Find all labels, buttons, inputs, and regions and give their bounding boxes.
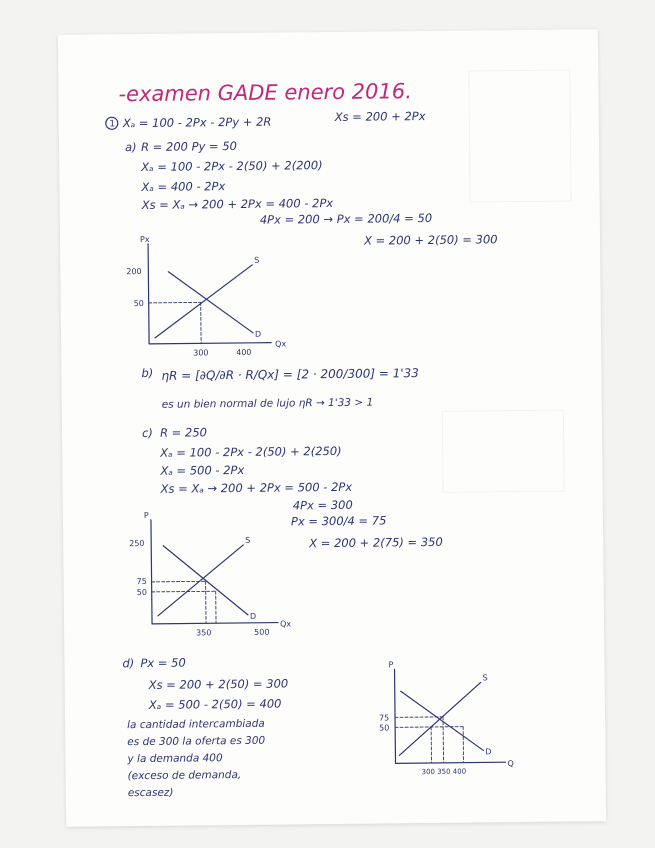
demand-line — [401, 690, 484, 751]
graph-part-a — [120, 233, 287, 360]
part-c-line: X = 200 + 2(75) = 350 — [309, 534, 443, 551]
price-guide — [395, 717, 443, 718]
part-a-line: X = 200 + 2(50) = 300 — [363, 232, 498, 248]
part-c-line: Px = 300/4 = 75 — [290, 513, 387, 529]
x-axis — [396, 762, 506, 763]
x-tick-label: 500 — [254, 627, 270, 637]
elasticity-formula: ηR = [∂Q/∂R · R/Qx] = [2 · 200/300] = 1'33 — [161, 366, 419, 383]
part-d-note-line: la cantidad intercambiada — [127, 717, 265, 732]
supply-line — [157, 545, 244, 616]
part-b-label: b) — [141, 365, 154, 380]
part-a-line: 4Px = 200 → Px = 200/4 = 50 — [259, 210, 433, 227]
x-axis-label: Q — [507, 759, 514, 769]
x-tick-label: 350 — [196, 628, 212, 638]
ceiling-price-guide — [395, 727, 463, 728]
part-a-line: Xₐ = 400 - 2Px — [141, 179, 226, 194]
bleed-through-shadow — [442, 410, 565, 493]
part-c-line: Xₐ = 100 - 2Px - 2(50) + 2(250) — [160, 443, 342, 460]
part-d-line: Xₐ = 500 - 2(50) = 400 — [148, 696, 282, 712]
demand-equation: Xₐ = 100 - 2Px - 2Py + 2R — [122, 114, 272, 131]
part-d-note-line: es de 300 la oferta es 300 — [127, 734, 266, 749]
x-axis — [152, 623, 278, 624]
x-tick-label: 300 350 400 — [421, 767, 467, 777]
graph-part-d — [364, 662, 515, 784]
demand-line — [163, 545, 248, 616]
demand-label: D — [254, 329, 262, 339]
part-a-line: Xₐ = 100 - 2Px - 2(50) + 2(200) — [141, 158, 323, 174]
graph-part-c — [119, 510, 290, 642]
part-c-line: Xs = Xₐ → 200 + 2Px = 500 - 2Px — [160, 479, 353, 496]
part-c-line: 4Px = 300 — [292, 497, 353, 513]
page-title: -examen GADE enero 2016. — [118, 79, 412, 107]
part-c-label: c) — [141, 425, 153, 440]
x-axis-label: Qx — [280, 619, 292, 629]
demand-label: D — [249, 611, 257, 621]
part-d-line: Xs = 200 + 2(50) = 300 — [148, 676, 289, 692]
part-d-note-line: y la demanda 400 — [127, 752, 223, 766]
x-axis — [149, 343, 271, 344]
y-tick-label: 50 — [136, 587, 147, 598]
part-a-label: a) — [124, 140, 137, 155]
y-axis-label: Px — [139, 234, 150, 244]
part-d-note-line: escasez) — [127, 786, 174, 800]
bleed-through-shadow — [468, 69, 571, 202]
price-guide — [149, 302, 201, 303]
part-a-line: Xs = Xₐ → 200 + 2Px = 400 - 2Px — [141, 195, 334, 212]
part-d-note-line: (exceso de demanda, — [127, 768, 242, 783]
question-number: 1 — [109, 119, 116, 130]
handwritten-page — [58, 29, 606, 827]
y-axis — [151, 520, 152, 624]
x-tick-label: 400 — [236, 347, 252, 357]
price-guide — [152, 581, 206, 582]
y-axis — [395, 669, 396, 763]
y-tick-label: 75 — [136, 576, 147, 587]
y-axis-label: P — [388, 660, 394, 670]
question-number-circle — [105, 116, 121, 132]
part-d-label: d) — [122, 656, 135, 671]
part-c-line: R = 250 — [159, 425, 208, 440]
y-tick-label: 75 — [378, 713, 390, 723]
y-axis-label: P — [143, 510, 149, 520]
y-tick-label: 50 — [133, 298, 144, 309]
y-tick-label: 50 — [379, 723, 390, 733]
part-c-line: Xₐ = 500 - 2Px — [160, 462, 245, 478]
supply-line — [154, 265, 253, 338]
y-tick-label: 200 — [126, 266, 142, 277]
demand-label: D — [485, 747, 492, 757]
supply-label: S — [254, 255, 260, 265]
part-d-line: Px = 50 — [140, 655, 186, 671]
x-axis-label: Qx — [275, 339, 287, 349]
y-axis — [148, 244, 149, 344]
y-tick-label: 250 — [129, 538, 145, 549]
supply-label: S — [245, 535, 251, 545]
part-a-line: R = 200 Py = 50 — [140, 138, 237, 154]
elasticity-conclusion: es un bien normal de lujo ηR → 1'33 > 1 — [161, 396, 374, 411]
supply-equation: Xs = 200 + 2Px — [334, 109, 426, 124]
supply-label: S — [482, 673, 488, 683]
x-tick-label: 300 — [193, 348, 209, 358]
